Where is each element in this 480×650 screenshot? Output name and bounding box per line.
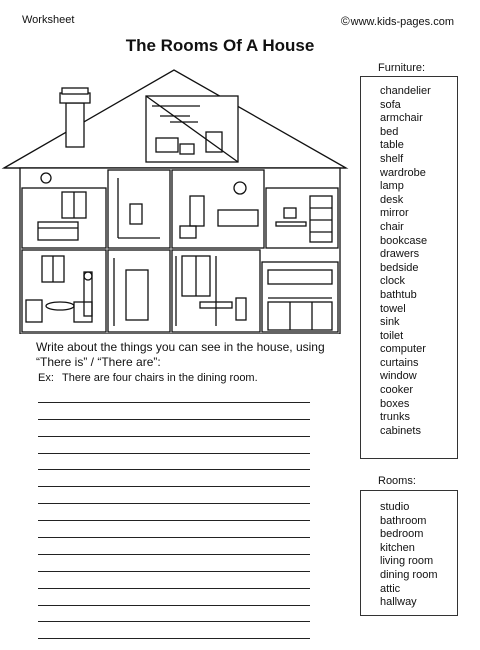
answer-line[interactable] <box>38 606 310 623</box>
answer-line[interactable] <box>38 555 310 572</box>
furniture-item: cooker <box>380 384 414 397</box>
answer-lines <box>38 386 310 639</box>
answer-line[interactable] <box>38 386 310 403</box>
furniture-item: cabinets <box>380 424 421 437</box>
furniture-item: desk <box>380 193 404 206</box>
furniture-item: wardrobe <box>380 166 426 179</box>
furniture-item: armchair <box>380 112 423 125</box>
answer-line[interactable] <box>38 420 310 437</box>
furniture-item: towel <box>380 302 406 315</box>
furniture-item: bathtub <box>380 288 417 301</box>
answer-line[interactable] <box>38 403 310 420</box>
furniture-box <box>360 76 458 459</box>
answer-line[interactable] <box>38 437 310 454</box>
rooms-item: hallway <box>380 596 417 609</box>
furniture-item: toilet <box>380 329 404 342</box>
furniture-item: chandelier <box>380 85 431 97</box>
furniture-item: lamp <box>380 180 404 193</box>
rooms-item: studio <box>380 501 410 513</box>
furniture-item: chair <box>380 220 404 233</box>
rooms-item: bedroom <box>380 528 424 541</box>
furniture-item: bedside <box>380 261 419 274</box>
furniture-item: table <box>380 139 404 152</box>
answer-line[interactable] <box>38 454 310 471</box>
furniture-item: drawers <box>380 248 420 261</box>
attic-room <box>146 96 238 162</box>
furniture-item: sofa <box>380 98 401 111</box>
rooms-item: dining room <box>380 568 438 581</box>
example-prefix: Ex: <box>38 372 54 384</box>
example-sentence <box>38 372 258 384</box>
answer-line[interactable] <box>38 589 310 606</box>
furniture-item: sink <box>380 316 400 329</box>
rooms-box <box>360 490 458 616</box>
furniture-list <box>380 85 457 438</box>
example-text: There are four chairs in the dining room. <box>62 372 258 384</box>
furniture-item: window <box>380 370 417 383</box>
furniture-item: mirror <box>380 207 409 220</box>
rooms-list <box>380 501 457 610</box>
site-url: www.kids-pages.com <box>350 16 454 28</box>
rooms-item: kitchen <box>380 541 415 554</box>
furniture-item: shelf <box>380 152 404 165</box>
instructions-line-2: “There is” / “There are”: <box>36 355 161 369</box>
answer-line[interactable] <box>38 521 310 538</box>
furniture-item: boxes <box>380 397 410 410</box>
answer-line[interactable] <box>38 572 310 589</box>
rooms-item: living room <box>380 555 434 568</box>
furniture-title: Furniture: <box>378 62 426 74</box>
house-illustration <box>0 62 350 334</box>
furniture-item: clock <box>380 275 406 288</box>
rooms-item: attic <box>380 582 401 595</box>
furniture-item: bed <box>380 125 399 138</box>
furniture-item: computer <box>380 343 426 356</box>
rooms-item: bathroom <box>380 514 427 527</box>
instructions-line-1: Write about the things you can see in the house, using <box>36 340 325 354</box>
site-credit <box>341 14 454 28</box>
answer-line[interactable] <box>38 487 310 504</box>
instructions <box>36 340 336 370</box>
answer-line[interactable] <box>38 622 310 639</box>
page-title: The Rooms Of A House <box>125 36 315 55</box>
answer-line[interactable] <box>38 470 310 487</box>
furniture-item: trunks <box>380 411 410 424</box>
answer-line[interactable] <box>38 504 310 521</box>
answer-line[interactable] <box>38 538 310 555</box>
furniture-item: bookcase <box>380 234 428 247</box>
furniture-item: curtains <box>380 356 419 369</box>
rooms-title: Rooms: <box>378 475 416 487</box>
worksheet-label: Worksheet <box>22 14 75 26</box>
copyright-icon: © <box>340 14 350 28</box>
